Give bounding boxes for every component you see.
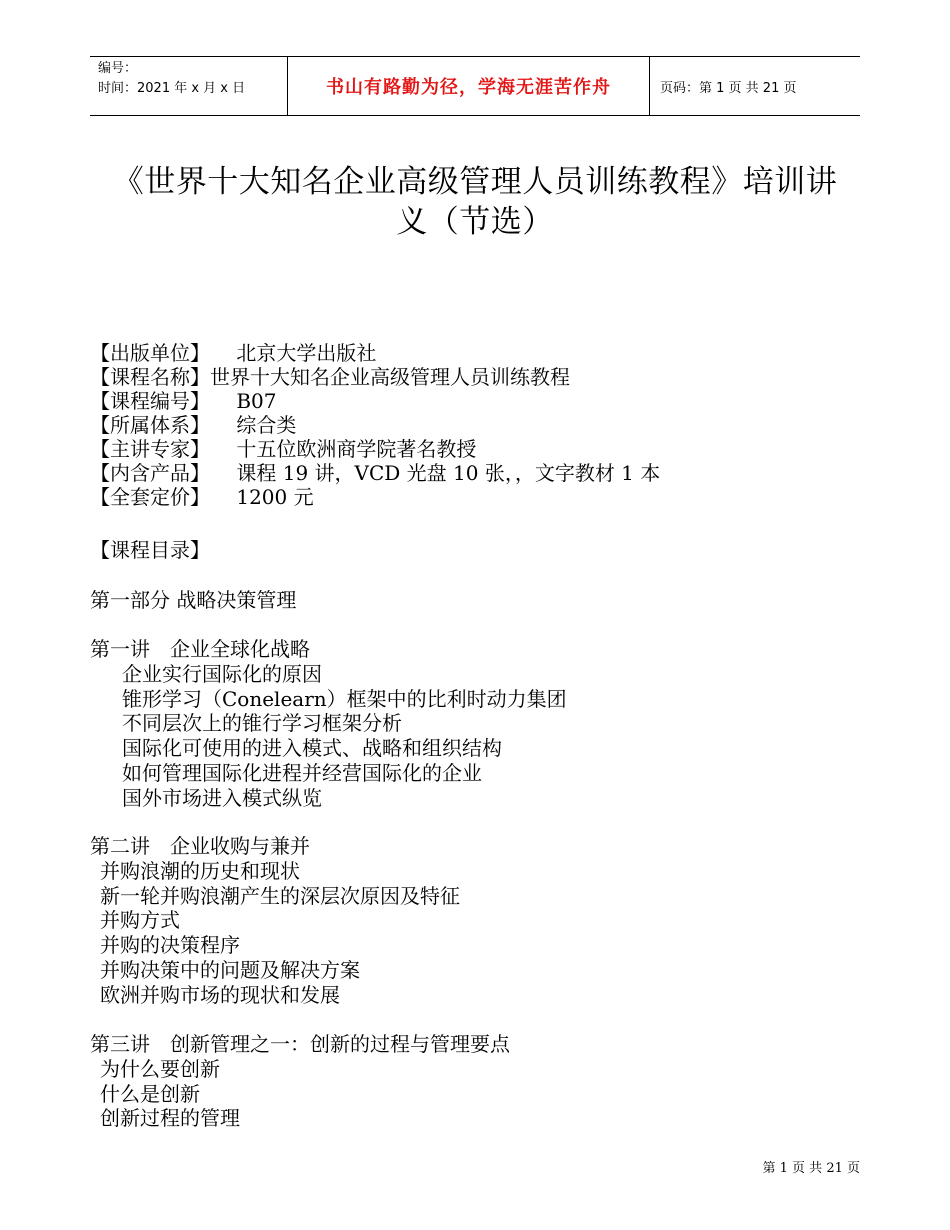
time-label: 时间：2021 年 x 月 x 日 (98, 81, 246, 96)
info-row (90, 365, 660, 389)
info-label: 【课程编号】 (90, 389, 210, 413)
info-label: 【所属体系】 (90, 413, 210, 437)
info-value: 综合类 (230, 413, 297, 437)
lecture-item: 国际化可使用的进入模式、战略和组织结构 (122, 736, 502, 761)
info-label: 【课程名称】 (90, 365, 210, 389)
lecture-3 (90, 1032, 510, 1131)
lecture-item: 锥形学习（Conelearn）框架中的比利时动力集团 (122, 686, 567, 711)
part-heading: 第一部分 战略决策管理 (90, 588, 297, 612)
info-row (90, 389, 660, 413)
lecture-1 (90, 637, 567, 811)
lecture-item: 并购的决策程序 (100, 933, 240, 958)
lecture-item: 什么是创新 (100, 1081, 200, 1106)
info-label: 【全套定价】 (90, 485, 210, 509)
lecture-item: 并购决策中的问题及解决方案 (100, 957, 360, 982)
lecture-item: 新一轮并购浪潮产生的深层次原因及特征 (100, 883, 460, 908)
document-title (90, 162, 860, 242)
page-header (90, 56, 860, 116)
header-motto: 书山有路勤为径，学海无涯苦作舟 (287, 57, 650, 115)
lecture-item: 如何管理国际化进程并经营国际化的企业 (122, 760, 482, 785)
catalog-heading: 【课程目录】 (90, 538, 210, 562)
lecture-title: 第三讲 创新管理之一：创新的过程与管理要点 (90, 1032, 510, 1056)
info-row (90, 341, 660, 365)
info-value: 十五位欧洲商学院著名教授 (230, 437, 477, 461)
info-value: 1200 元 (230, 485, 314, 509)
lecture-item: 创新过程的管理 (100, 1106, 240, 1131)
info-row (90, 413, 660, 437)
info-label: 【内含产品】 (90, 461, 210, 485)
lecture-item: 企业实行国际化的原因 (122, 661, 322, 686)
header-page-number: 页码：第 1 页 共 21 页 (660, 80, 797, 96)
header-meta (90, 57, 287, 115)
serial-label: 编号： (98, 61, 138, 76)
lecture-item: 不同层次上的锥行学习框架分析 (122, 711, 402, 736)
info-value: B07 (230, 389, 277, 413)
info-row (90, 485, 660, 509)
title-line-1: 《世界十大知名企业高级管理人员训练教程》培训讲 (112, 164, 838, 200)
lecture-item: 为什么要创新 (100, 1056, 220, 1081)
info-row (90, 437, 660, 461)
info-value: 世界十大知名企业高级管理人员训练教程 (210, 365, 570, 389)
info-label: 【主讲专家】 (90, 437, 210, 461)
lecture-title: 第二讲 企业收购与兼并 (90, 834, 310, 858)
lecture-2 (90, 834, 460, 1008)
lecture-item: 欧洲并购市场的现状和发展 (100, 982, 340, 1007)
lecture-item: 国外市场进入模式纵览 (122, 785, 322, 810)
lecture-item: 并购方式 (100, 908, 180, 933)
lecture-item: 并购浪潮的历史和现状 (100, 858, 300, 883)
info-label: 【出版单位】 (90, 341, 210, 365)
info-value: 课程 19 讲，VCD 光盘 10 张，，文字教材 1 本 (230, 461, 661, 485)
course-info (90, 341, 660, 509)
info-value: 北京大学出版社 (230, 341, 377, 365)
page-footer: 第 1 页 共 21 页 (762, 1161, 860, 1176)
info-row (90, 461, 660, 485)
lecture-title: 第一讲 企业全球化战略 (90, 637, 310, 661)
title-line-2: 义（节选） (396, 204, 554, 240)
